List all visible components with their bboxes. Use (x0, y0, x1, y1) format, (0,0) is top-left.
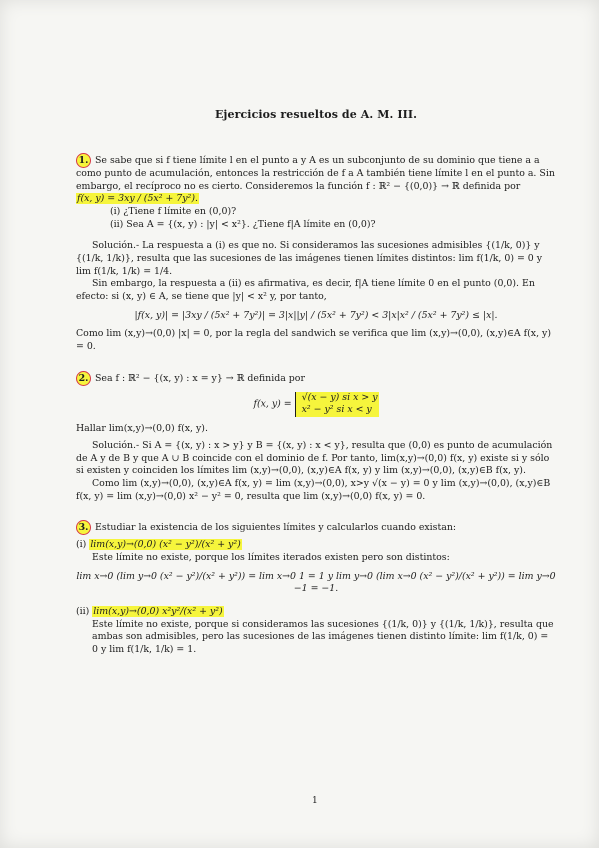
exercise-1-solution-3: Como lim (x,y)→(0,0) |x| = 0, por la regla del sandwich se verifica que lim (x,y)→(0,0), (x,y)∈A f(x, y) = 0. (76, 328, 551, 353)
exercise-2-question: Hallar lim(x,y)→(0,0) f(x, y). (76, 423, 208, 435)
exercise-2-function-lhs: f(x, y) = (253, 398, 292, 410)
exercise-1-statement (76, 153, 556, 193)
exercise-3-part-2-limit: lim(x,y)→(0,0) x²y²/(x² + y²) (93, 606, 223, 618)
exercise-3-part-1-limit: lim(x,y)→(0,0) (x² − y²)/(x² + y²) (90, 539, 241, 551)
exercise-2-cases (295, 392, 379, 417)
exercise-3-part-1 (76, 539, 556, 552)
document-title: Ejercicios resueltos de A. M. III. (214, 108, 418, 121)
exercise-2 (76, 371, 556, 504)
exercise-3-text: Estudiar la existencia de los siguientes límites y calcularlos cuando existan: (95, 522, 457, 534)
document-body (76, 108, 556, 665)
exercise-3-part-2-text: Este límite no existe, porque si consideramos las sucesiones {(1/k, 0)} y {(1/k, 1/k)}, resulta que ambas son admisibles, pero las sucesiones de las imágenes tienen distinto límite: lim f(1/k, 0) = 0 y lim f(1/k, 1/k) = 1. (92, 618, 554, 656)
exercise-1-number: 1. (76, 153, 91, 168)
exercise-1-question-2: (ii) Sea A = {(x, y) : |y| < x²}. ¿Tiene f|A límite en (0,0)? (110, 218, 376, 230)
exercise-3-number: 3. (76, 520, 91, 535)
exercise-1 (76, 153, 556, 354)
exercise-3 (76, 520, 556, 657)
exercise-3-part-1-display: lim x→0 (lim y→0 (x² − y²)/(x² + y²)) = lim x→0 1 = 1 y lim y→0 (lim x→0 (x² − y²)/(x² + y²)) = lim y→0 −1 = −1. (76, 570, 556, 595)
exercise-1-function-def: f(x, y) = 3xy / (5x² + 7y²). (77, 193, 198, 205)
exercise-1-solution-2: Sin embargo, la respuesta a (ii) es afirmativa, es decir, f|A tiene límite 0 en el punto (0,0). En efecto: si (x, y) ∈ A, se tiene que |y| < x² y, por tanto, (76, 278, 535, 303)
exercise-2-case-1: √(x − y) si x > y (301, 391, 378, 403)
exercise-1-display-inequality: |f(x, y)| = |3xy / (5x² + 7y²)| = 3|x||y| / (5x² + 7y²) < 3|x|x² / (5x² + 7y²) ≤ |x|. (134, 309, 498, 321)
exercise-2-solution-2: Como lim (x,y)→(0,0), (x,y)∈A f(x, y) = lim (x,y)→(0,0), x>y √(x − y) = 0 y lim (x,y)→(0,0), (x,y)∈B f(x, y) = lim (x,y)→(0,0) x² − y² = 0, resulta que lim (x,y)→(0,0) f(x, y) = 0. (76, 477, 551, 502)
exercise-3-part-2 (76, 606, 556, 619)
exercise-3-part-1-text: Este límite no existe, porque los límites iterados existen pero son distintos: (92, 551, 450, 563)
exercise-2-case-2: x² − y² si x < y (301, 404, 372, 416)
page-number: 1 (312, 796, 318, 806)
exercise-1-text: Se sabe que si f tiene límite l en el punto a y A es un subconjunto de su dominio que tiene a a como punto de acumulación, entonces la restricción de f a A también tiene límite l en el punto a. Sin embargo, el recíproco no es cierto. Consideremos la función f : ℝ² − {(0,0)} → ℝ definida por (76, 154, 555, 192)
exercise-3-statement (76, 520, 556, 535)
exercise-2-piecewise (76, 392, 556, 417)
exercise-3-part-2-label: (ii) (76, 606, 90, 618)
exercise-2-statement (76, 371, 556, 386)
exercise-1-solution-1: Solución.- La respuesta a (i) es que no. Si consideramos las sucesiones admisibles {(1/k, 0)} y {(1/k, 1/k)}, resulta que las sucesiones de las imágenes tienen límites distintos: lim f(1/k, 0) = 0 y lim f(1/k, 1/k) = 1/4. (76, 240, 543, 277)
exercise-3-part-1-label: (i) (76, 539, 87, 551)
exercise-1-question-1: (i) ¿Tiene f límite en (0,0)? (110, 205, 237, 217)
exercise-2-solution-1: Solución.- Si A = {(x, y) : x > y} y B = {(x, y) : x < y}, resulta que (0,0) es punto de acumulación de A y de B y que A ∪ B coincide con el dominio de f. Por tanto, lim(x,y)→(0,0) f(x, y) existe si y sólo si existen y coinciden los límites lim (x,y)→(0,0), (x,y)∈A f(x, y) y lim (x,y)→(0,0), (x,y)∈B f(x, y). (76, 439, 553, 477)
exercise-1-function (76, 193, 556, 206)
exercise-2-number: 2. (76, 371, 91, 386)
exercise-2-text: Sea f : ℝ² − {(x, y) : x = y} → ℝ definida por (95, 372, 305, 384)
